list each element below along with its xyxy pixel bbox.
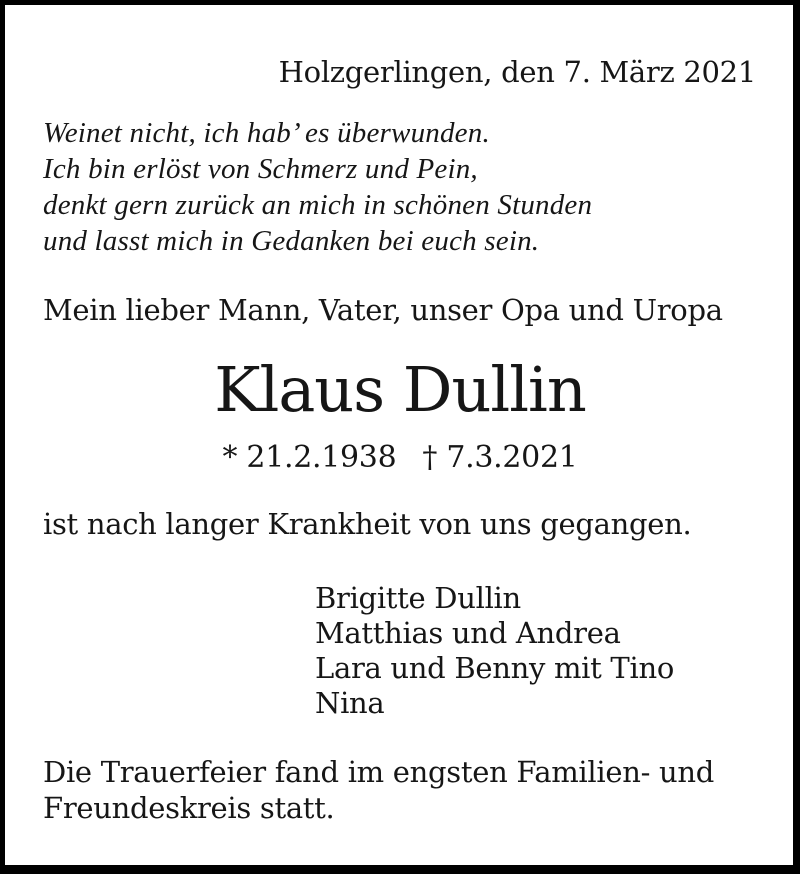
poem bbox=[43, 115, 592, 259]
poem-line: Weinet nicht, ich hab’ es überwunden. bbox=[43, 117, 490, 149]
poem-line: denkt gern zurück an mich in schönen Stunden bbox=[43, 189, 593, 221]
poem-line: Ich bin erlöst von Schmerz und Pein, bbox=[43, 153, 478, 185]
mourner-name: Brigitte Dullin bbox=[315, 581, 521, 615]
mourner-name: Nina bbox=[315, 686, 385, 720]
closing-line: Freundeskreis statt. bbox=[43, 791, 335, 825]
mourner-name: Matthias und Andrea bbox=[315, 616, 621, 650]
death-date: † 7.3.2021 bbox=[422, 440, 578, 475]
mourners-list bbox=[315, 581, 674, 721]
salutation: Mein lieber Mann, Vater, unser Opa und Uropa bbox=[43, 293, 723, 327]
closing-note bbox=[43, 754, 714, 826]
death-statement: ist nach langer Krankheit von uns gegangen. bbox=[43, 507, 692, 541]
poem-line: und lasst mich in Gedanken bei euch sein. bbox=[43, 225, 540, 257]
mourner-name: Lara und Benny mit Tino bbox=[315, 651, 674, 685]
life-dates bbox=[0, 440, 800, 476]
deceased-name: Klaus Dullin bbox=[214, 353, 586, 426]
closing-line: Die Trauerfeier fand im engsten Familien- und bbox=[43, 755, 715, 789]
birth-date: * 21.2.1938 bbox=[222, 440, 397, 475]
dateline: Holzgerlingen, den 7. März 2021 bbox=[278, 55, 756, 89]
